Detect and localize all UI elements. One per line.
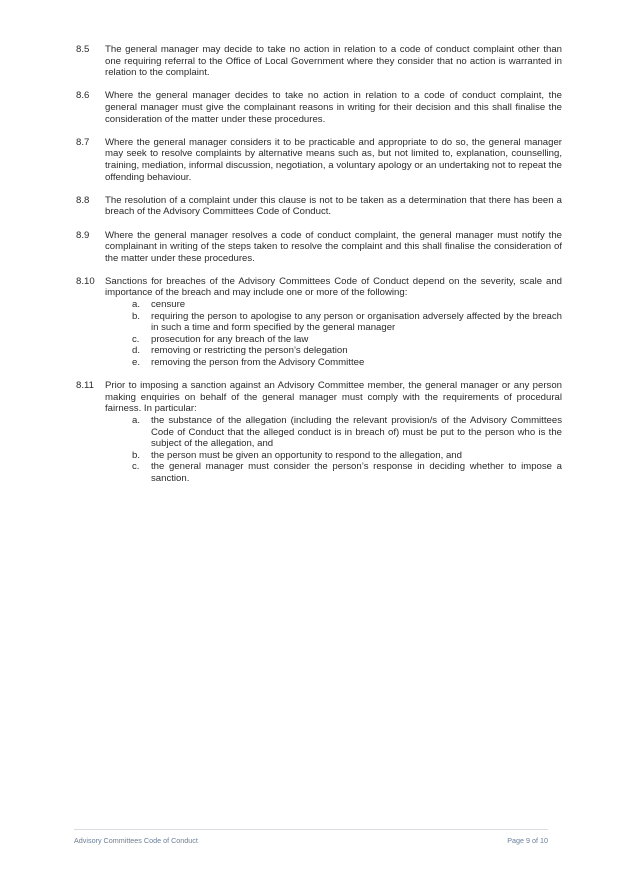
clause-8-7: [76, 137, 562, 183]
list-item: [105, 299, 562, 311]
clause-number: 8.8: [76, 194, 90, 206]
page-footer: [74, 829, 548, 845]
clause-number: 8.5: [76, 44, 90, 55]
list-item: [105, 334, 562, 346]
clause-8-8: [76, 195, 562, 218]
clause-text: Where the general manager considers it to be practicable and appropriate to do so, the general manager may seek to resolve complaints by alternative means such as, but not limited to, explanation, counselling, training, mediation, informal discussion, negotiation, a voluntary apology or an undertaking not to repeat the offending behaviour.: [105, 136, 562, 183]
clause-8-5: [76, 44, 562, 79]
clause-text: Prior to imposing a sanction against an Advisory Committee member, the general manager or any person making enquiries on behalf of the general manager must comply with the requirements of procedural fairness. In particular:: [105, 380, 562, 415]
list-item-letter: b.: [132, 449, 141, 461]
list-item-letter: b.: [132, 310, 141, 322]
list-item: [105, 415, 562, 450]
list-item-letter: c.: [132, 333, 140, 345]
clause-number: 8.10: [76, 275, 95, 287]
list-item-text: censure: [151, 299, 186, 311]
list-item-letter: d.: [132, 345, 141, 357]
clause-text: The resolution of a complaint under this clause is not to be taken as a determination that there has been a breach of the Advisory Committees Code of Conduct.: [105, 194, 562, 218]
list-item: [105, 450, 562, 462]
clause-number: 8.11: [76, 380, 94, 392]
clause-text: Where the general manager decides to take no action in relation to a code of conduct complaint, the general manager must give the complainant reasons in writing for their decision and this shall finalise the consideration of the matter under these procedures.: [105, 90, 562, 125]
clause-8-9: [76, 230, 562, 265]
list-item: [105, 357, 562, 369]
list-item-text: requiring the person to apologise to any person or organisation adversely affected by the breach in such a time and form specified by the general manager: [151, 310, 562, 334]
list-item-letter: a.: [132, 299, 141, 311]
list-item-text: prosecution for any breach of the law: [151, 333, 309, 345]
clause-number: 8.9: [76, 229, 90, 241]
list-item-text: the substance of the allegation (including the relevant provision/s of the Advisory Committees Code of Conduct that the alleged conduct is in breach of) must be put to the person who is the subject of the allegation, and: [151, 415, 562, 450]
list-item: [105, 311, 562, 334]
clause-8-10: [76, 276, 562, 299]
clause-8-6: [76, 90, 562, 125]
footer-document-title: Advisory Committees Code of Conduct: [74, 836, 198, 845]
clause-number: 8.6: [76, 90, 90, 102]
list-item-letter: c.: [132, 461, 140, 473]
list-item-text: the person must be given an opportunity to respond to the allegation, and: [151, 449, 462, 461]
sanctions-list: [105, 299, 562, 369]
list-item-letter: a.: [132, 415, 141, 426]
list-item-text: removing or restricting the person’s delegation: [151, 345, 348, 357]
clause-text: Where the general manager resolves a code of conduct complaint, the general manager must notify the complainant in writing of the steps taken to resolve the complaint and this shall finalise the consideration of the matter under these procedures.: [105, 229, 562, 264]
footer-page-number: Page 9 of 10: [507, 836, 548, 845]
list-item: [105, 345, 562, 357]
clause-text: Sanctions for breaches of the Advisory Committees Code of Conduct depend on the severity, scale and importance of the breach and may include one or more of the following:: [105, 275, 562, 299]
clause-list: [76, 44, 562, 485]
list-item-text: the general manager must consider the person’s response in deciding whether to impose a sanction.: [151, 461, 562, 484]
list-item-letter: e.: [132, 357, 141, 369]
clause-text: The general manager may decide to take no action in relation to a code of conduct complaint other than one requiring referral to the Office of Local Government where they consider that no action is warranted in relation to the complaint.: [105, 44, 562, 79]
list-item: [105, 461, 562, 484]
list-item-text: removing the person from the Advisory Committee: [151, 357, 365, 369]
clause-number: 8.7: [76, 136, 90, 148]
procedural-fairness-list: [105, 415, 562, 485]
clause-8-11: [76, 380, 562, 415]
